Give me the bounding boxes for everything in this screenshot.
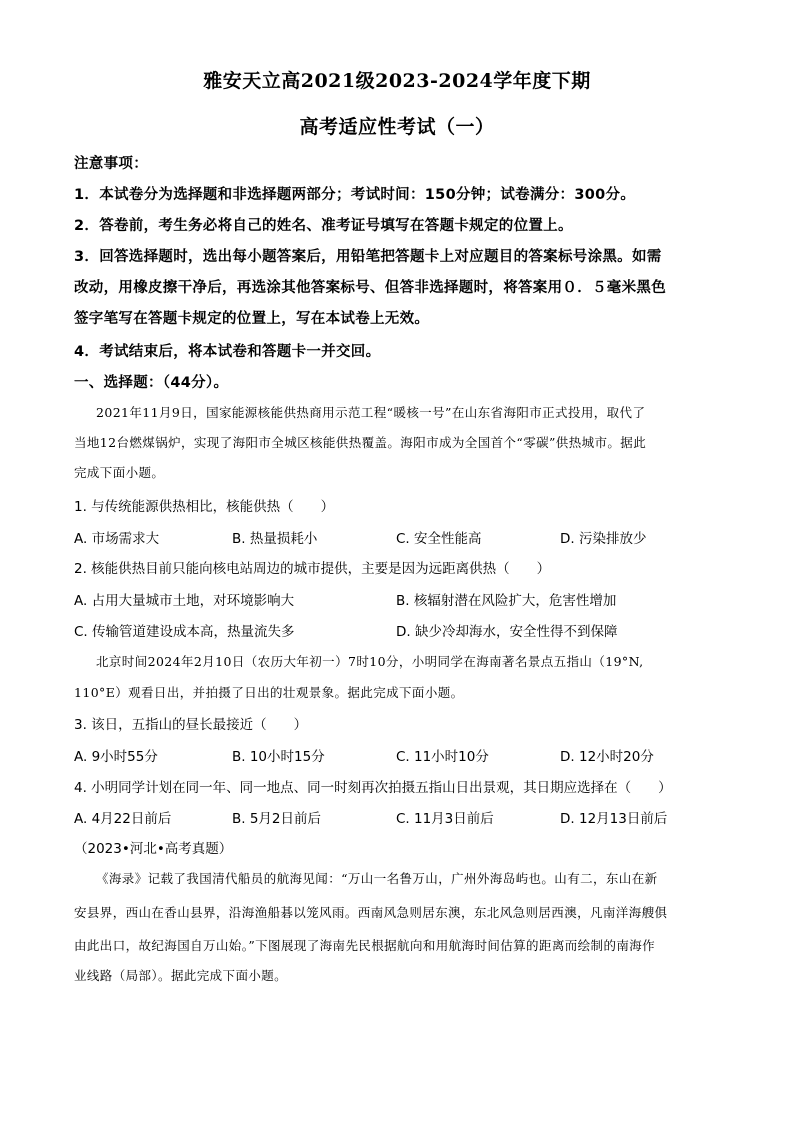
option-a: A. 4月22日前后 [74,811,172,827]
option-a: A. 9小时55分 [74,749,158,765]
option-a: A. 占用大量城市土地，对环境影响大 [74,593,295,609]
option-d: D. 缺少冷却海水，安全性得不到保障 [396,624,618,640]
passage-line: 当地12台燃煤锅炉，实现了海阳市全城区核能供热覆盖。海阳市成为全国首个“零碳”供热城市。据此 [74,435,647,450]
question-3-stem: 3. 该日，五指山的昼长最接近（ ） [74,717,308,733]
passage-line: 《海录》记载了我国清代船员的航海见闻：“万山一名鲁万山，广州外海岛屿也。山有二，东山在新 [96,871,658,886]
option-c: C. 安全性能高 [396,531,482,547]
notice-item: 4．考试结束后，将本试卷和答题卡一并交回。 [74,344,381,360]
notice-item: 2．答卷前，考生务必将自己的姓名、准考证号填写在答题卡规定的位置上。 [74,218,573,234]
option-d: D. 12月13日前后 [560,811,668,827]
section-heading: 一、选择题：（44分）。 [74,375,229,391]
option-c: C. 11月3日前后 [396,811,494,827]
option-c: C. 11小时10分 [396,749,489,765]
notice-item: 签字笔写在答题卡规定的位置上，写在本试卷上无效。 [74,311,430,327]
notice-heading: 注意事项： [74,156,148,172]
notice-item: 改动，用橡皮擦干净后，再选涂其他答案标号、但答非选择题时，将答案用０．５毫米黑色 [74,280,666,296]
option-b: B. 5月2日前后 [232,811,322,827]
exam-title-line2: 高考适应性考试（一） [299,116,495,138]
exam-title-line1: 雅安天立高2021级2023-2024学年度下期 [203,70,591,92]
option-d: D. 污染排放少 [560,531,647,547]
option-b: B. 热量损耗小 [232,531,318,547]
source-tag: （2023•河北•高考真题） [74,841,233,857]
passage-line: 北京时间2024年2月10日（农历大年初一）7时10分，小明同学在海南著名景点五指山（19°N, [96,654,644,669]
notice-item: 1．本试卷分为选择题和非选择题两部分；考试时间：150分钟；试卷满分：300分。 [74,187,636,203]
option-c: C. 传输管道建设成本高，热量流失多 [74,624,295,640]
option-b: B. 核辐射潜在风险扩大，危害性增加 [396,593,617,609]
notice-item: 3．回答选择题时，选出每小题答案后，用铅笔把答题卡上对应题目的答案标号涂黑。如需 [74,249,662,265]
passage-line: 由此出口，故纪海国自万山始。”下图展现了海南先民根据航向和用航海时间估算的距离而绘制的南海作 [74,938,656,953]
question-1-stem: 1. 与传统能源供热相比，核能供热（ ） [74,499,335,515]
option-a: A. 市场需求大 [74,531,160,547]
passage-line: 110°E）观看日出，并拍摄了日出的壮观景象。据此完成下面小题。 [74,685,464,700]
question-2-stem: 2. 核能供热目前只能向核电站周边的城市提供，主要是因为远距离供热（ ） [74,561,551,577]
passage-line: 安县界，西山在香山县界，沿海渔船碁以笼风雨。西南风急则居东澳，东北风急则居西澳，凡南洋海艘俱 [74,905,668,920]
passage-line: 完成下面小题。 [74,465,165,480]
passage-line: 2021年11月9日，国家能源核能供热商用示范工程“暖核一号”在山东省海阳市正式投用，取代了 [96,405,646,420]
question-4-stem: 4. 小明同学计划在同一年、同一地点、同一时刻再次拍摄五指山日出景观，其日期应选择在（ ） [74,780,672,796]
option-b: B. 10小时15分 [232,749,325,765]
passage-line: 业线路（局部）。据此完成下面小题。 [74,968,288,983]
option-d: D. 12小时20分 [560,749,654,765]
